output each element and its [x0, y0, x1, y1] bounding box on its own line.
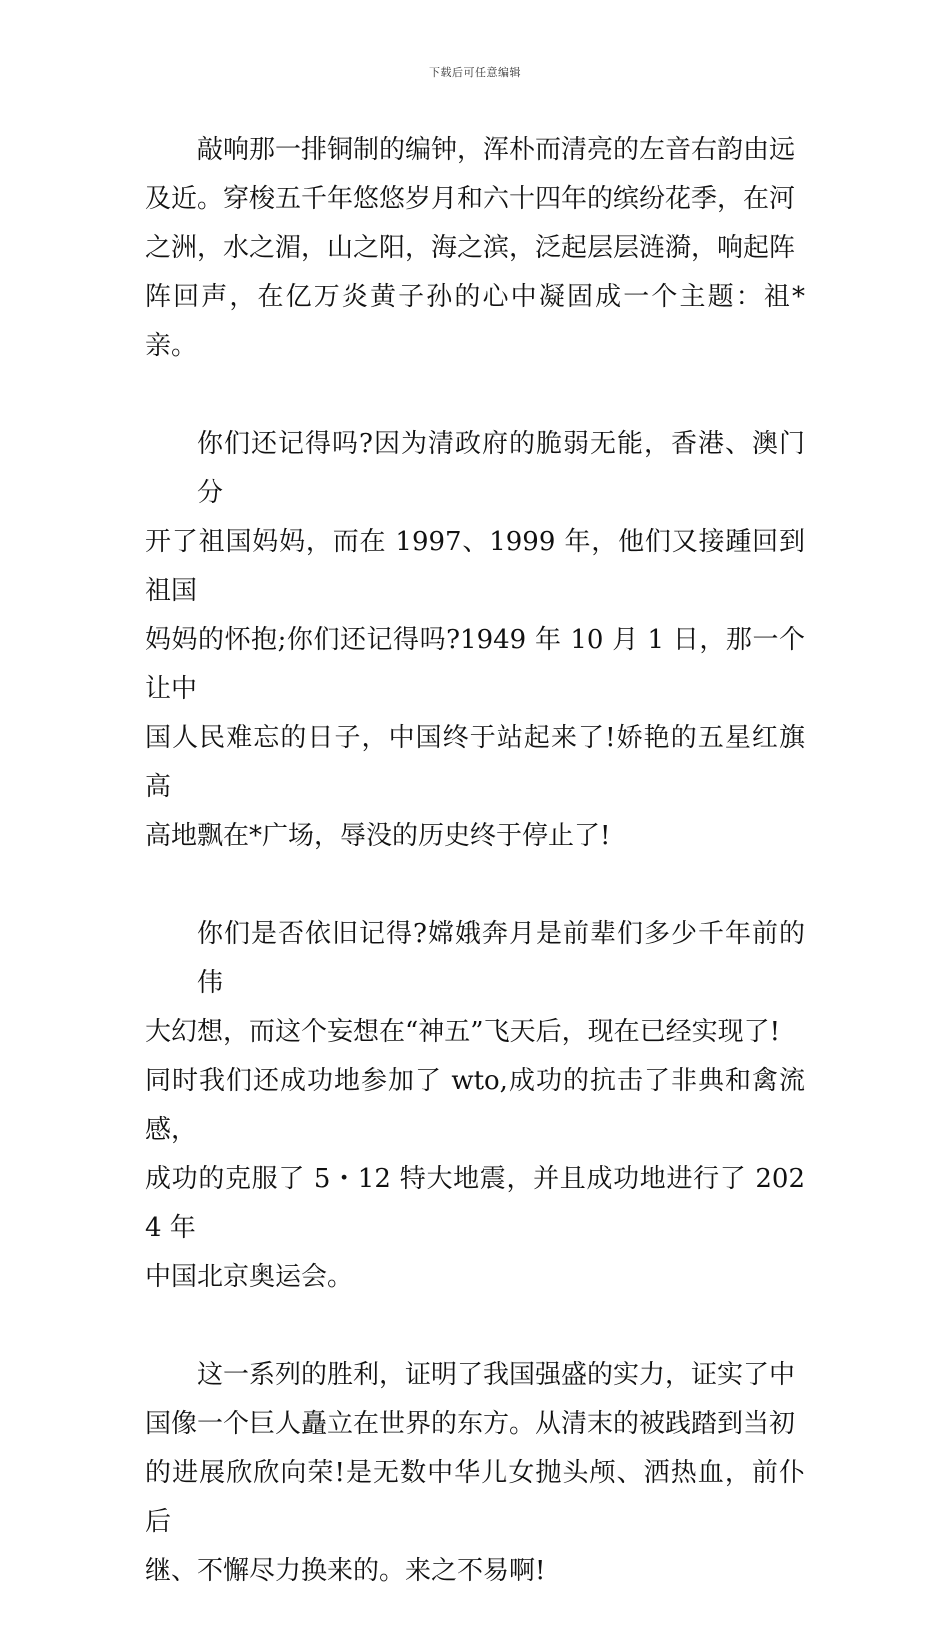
paragraph-line: 这一系列的胜利，证明了我国强盛的实力，证实了中 [197, 1360, 796, 1390]
paragraph-line: 成功的克服了 5・12 特大地震，并且成功地进行了 2024 年 [145, 1164, 805, 1243]
paragraph-line: 开了祖国妈妈，而在 1997、1999 年，他们又接踵回到祖国 [145, 527, 805, 606]
paragraph-4 [145, 1351, 805, 1596]
paragraph-line: 国人民难忘的日子，中国终于站起来了!娇艳的五星红旗高 [145, 723, 805, 802]
paragraph-line: 同时我们还成功地参加了 wto,成功的抗击了非典和禽流感， [145, 1066, 805, 1145]
paragraph-line: 中国北京奥运会。 [145, 1262, 354, 1292]
paragraph-3 [145, 910, 805, 1302]
document-body [145, 126, 805, 1645]
paragraph-line: 敲响那一排铜制的编钟，浑朴而清亮的左音右韵由远 [197, 135, 796, 165]
paragraph-line: 之洲，水之湄，山之阳，海之滨，泛起层层涟漪，响起阵 [145, 233, 796, 263]
paragraph-line: 你们还记得吗?因为清政府的脆弱无能，香港、澳门分 [197, 429, 805, 508]
paragraph-1 [145, 126, 805, 371]
paragraph-2 [145, 420, 805, 861]
paragraph-line: 的进展欣欣向荣!是无数中华儿女抛头颅、洒热血，前仆后 [145, 1458, 805, 1537]
paragraph-line: 你们是否依旧记得?嫦娥奔月是前辈们多少千年前的伟 [197, 919, 805, 998]
paragraph-line: 国像一个巨人矗立在世界的东方。从清末的被践踏到当初 [145, 1409, 796, 1439]
page-header: 下载后可任意编辑 [429, 66, 521, 79]
paragraph-line: 继、不懈尽力换来的。来之不易啊! [145, 1556, 546, 1586]
paragraph-line: 妈妈的怀抱;你们还记得吗?1949 年 10 月 1 日，那一个让中 [145, 625, 805, 704]
paragraph-line: 高地飘在*广场，辱没的历史终于停止了! [145, 821, 611, 851]
paragraph-line: 及近。穿梭五千年悠悠岁月和六十四年的缤纷花季，在河 [145, 184, 796, 214]
paragraph-line: 大幻想，而这个妄想在“神五”飞天后，现在已经实现了! [145, 1017, 781, 1047]
paragraph-line: 阵回声，在亿万炎黄子孙的心中凝固成一个主题：祖*亲。 [145, 282, 805, 361]
